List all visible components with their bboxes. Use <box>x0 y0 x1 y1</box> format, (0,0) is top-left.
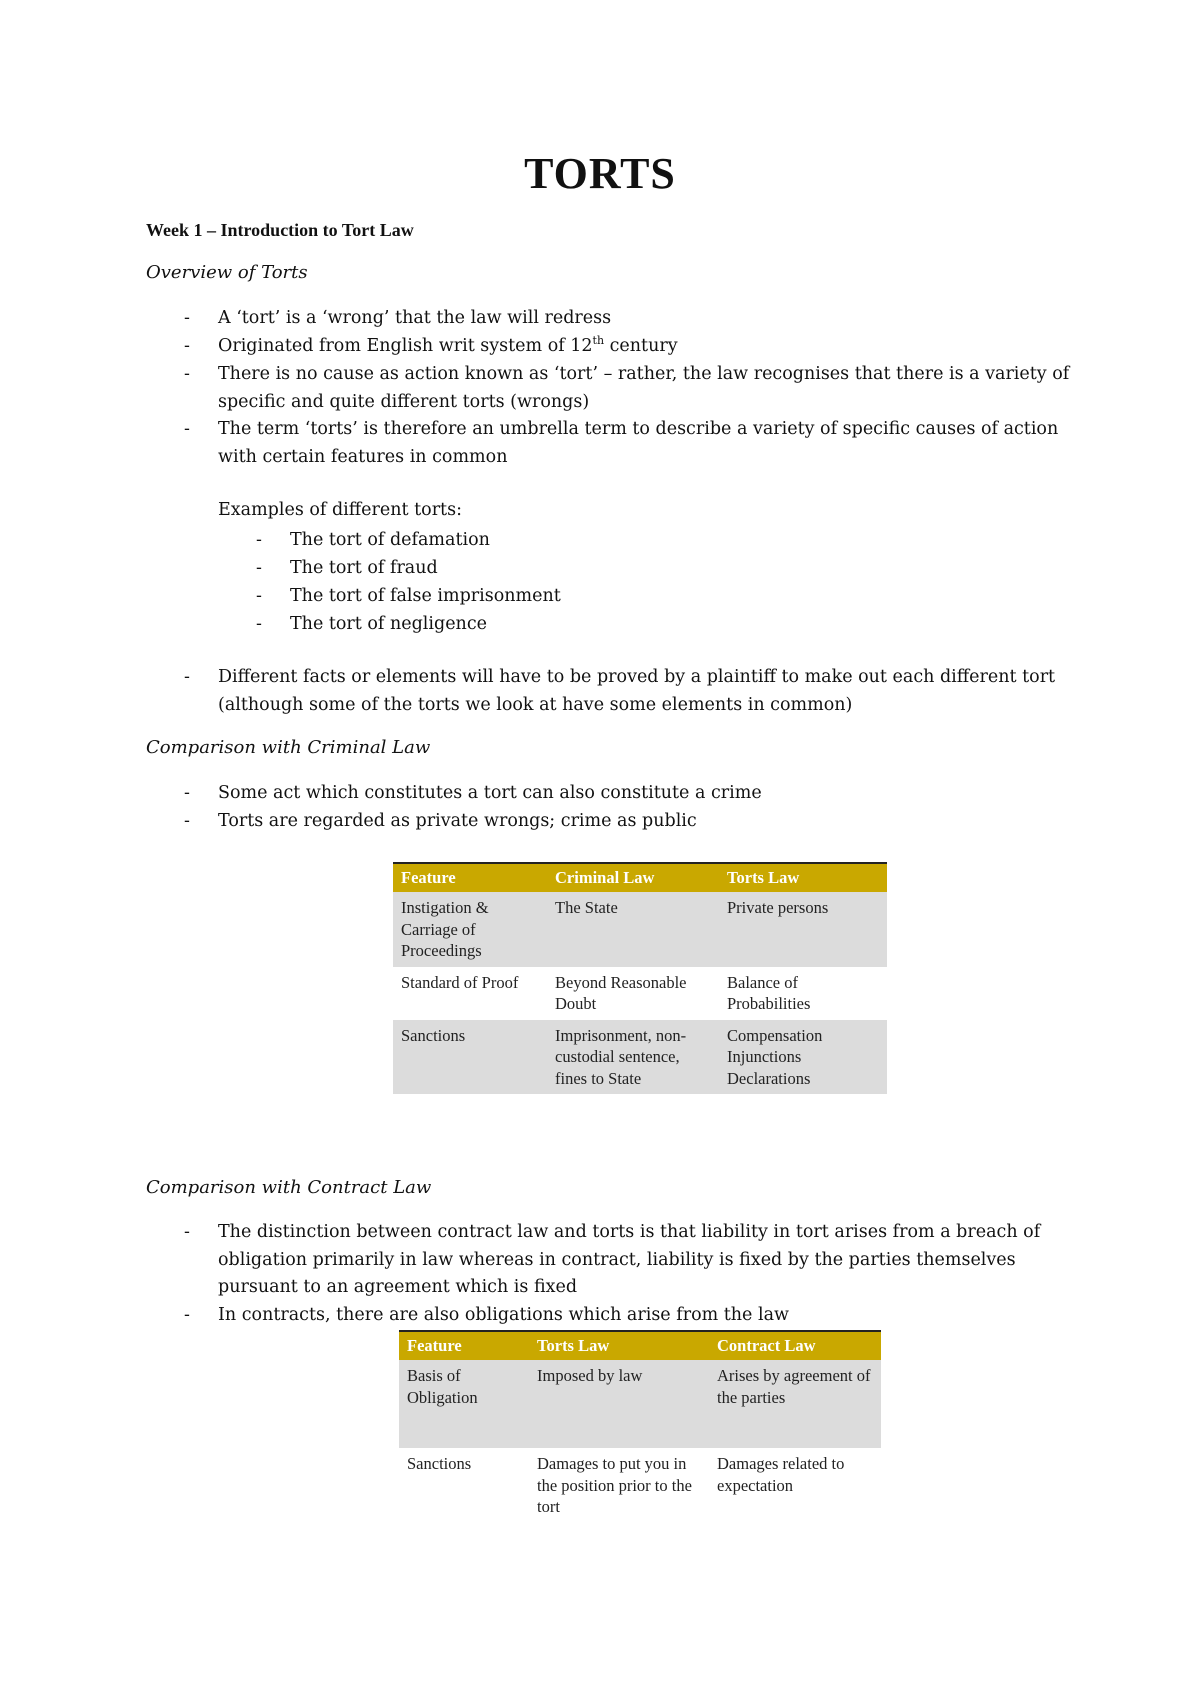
contract-comparison-table <box>399 1330 881 1536</box>
bullet-text: There is no cause as action known as ‘tort’ – rather, the law recognises that there is a variety of specific and quite different torts (wrongs) <box>218 364 1070 412</box>
bullet-dash: - <box>184 308 190 328</box>
bullet-text: A ‘tort’ is a ‘wrong’ that the law will redress <box>218 308 612 328</box>
overview-heading: Overview of Torts <box>146 262 308 283</box>
page-title: TORTS <box>524 149 676 198</box>
table-header: Contract Law <box>709 1331 881 1360</box>
table-header: Torts Law <box>719 863 887 892</box>
contract-heading: Comparison with Contract Law <box>146 1177 432 1198</box>
bullet-dash: - <box>184 419 190 439</box>
week-heading: Week 1 – Introduction to Tort Law <box>146 220 414 240</box>
table-header: Feature <box>393 863 547 892</box>
examples-label: Examples of different torts: <box>218 500 462 520</box>
bullet-text: Different facts or elements will have to be proved by a plaintiff to make out each different tort (although some of the torts we look at have some elements in common) <box>218 667 1056 715</box>
table-row: Basis of Obligation Imposed by law Arises by agreement of the parties <box>399 1360 881 1448</box>
bullet-dash: - <box>184 336 190 356</box>
bullet-dash: - <box>184 667 190 687</box>
bullet-text: Originated from English writ system of 12th century <box>218 334 678 356</box>
criminal-comparison-table <box>393 862 887 1094</box>
table-header: Feature <box>399 1331 529 1360</box>
table-row: Sanctions Damages to put you in the position prior to the tort Damages related to expectation <box>399 1448 881 1536</box>
document-page: TORTS Week 1 – Introduction to Tort Law Overview of Torts - A ‘tort’ is a ‘wrong’ that the law will redress - Originated from English writ system of 12th century - There is no cause as action known as ‘tort’ – rather, the law recognises that there is a variety of specific and quite different torts (wrongs) - The term ‘torts’ is therefore an umbrella term to describe a variety of specific causes of action with certain features in common Examples of different torts: - The tort of defamation - The tort of fraud - The tort of false imprisonment - The tort of negligence - Different facts or elements will have to be proved by a plaintiff to make out each different tort (although some of the torts we look at have some elements in common) Comparison with Criminal Law - Some act which constitutes a tort can also constitute a crime - Torts are regarded as private wrongs; crime as public Feature Criminal Law Torts Law Instigation & Carriage of Proceedings The State Private persons Standard of Proof Beyond Reasonable Doubt Balance of Probabilities Sanctions Imprisonment, non-custodial sentence, fines to State Compensation Injunctions Declarations Comparison with Contract Law - The distinction between contract law and torts is that liability in tort arises from a breach of obligation primarily in law whereas in contract, liability is fixed by the parties themselves pursuant to an agreement which is fixed - In contracts, there are also obligations which arise from the law Feature Torts Law Contract Law Basis of Obligation Imposed by law Arises by agreement of the parties Sanctions Damages to put you in the position prior to the tort Damages related to expectation <box>0 0 1200 1698</box>
table-row: Standard of Proof Beyond Reasonable Doubt Balance of Probabilities <box>393 967 887 1020</box>
table-header: Torts Law <box>529 1331 709 1360</box>
table-row: Sanctions Imprisonment, non-custodial sentence, fines to State Compensation Injunctions Declarations <box>393 1020 887 1095</box>
table-row: Instigation & Carriage of Proceedings The State Private persons <box>393 892 887 967</box>
criminal-heading: Comparison with Criminal Law <box>146 737 431 758</box>
table-header: Criminal Law <box>547 863 719 892</box>
bullet-text: The term ‘torts’ is therefore an umbrella term to describe a variety of specific causes of action with certain features in common <box>218 419 1059 467</box>
bullet-dash: - <box>184 364 190 384</box>
